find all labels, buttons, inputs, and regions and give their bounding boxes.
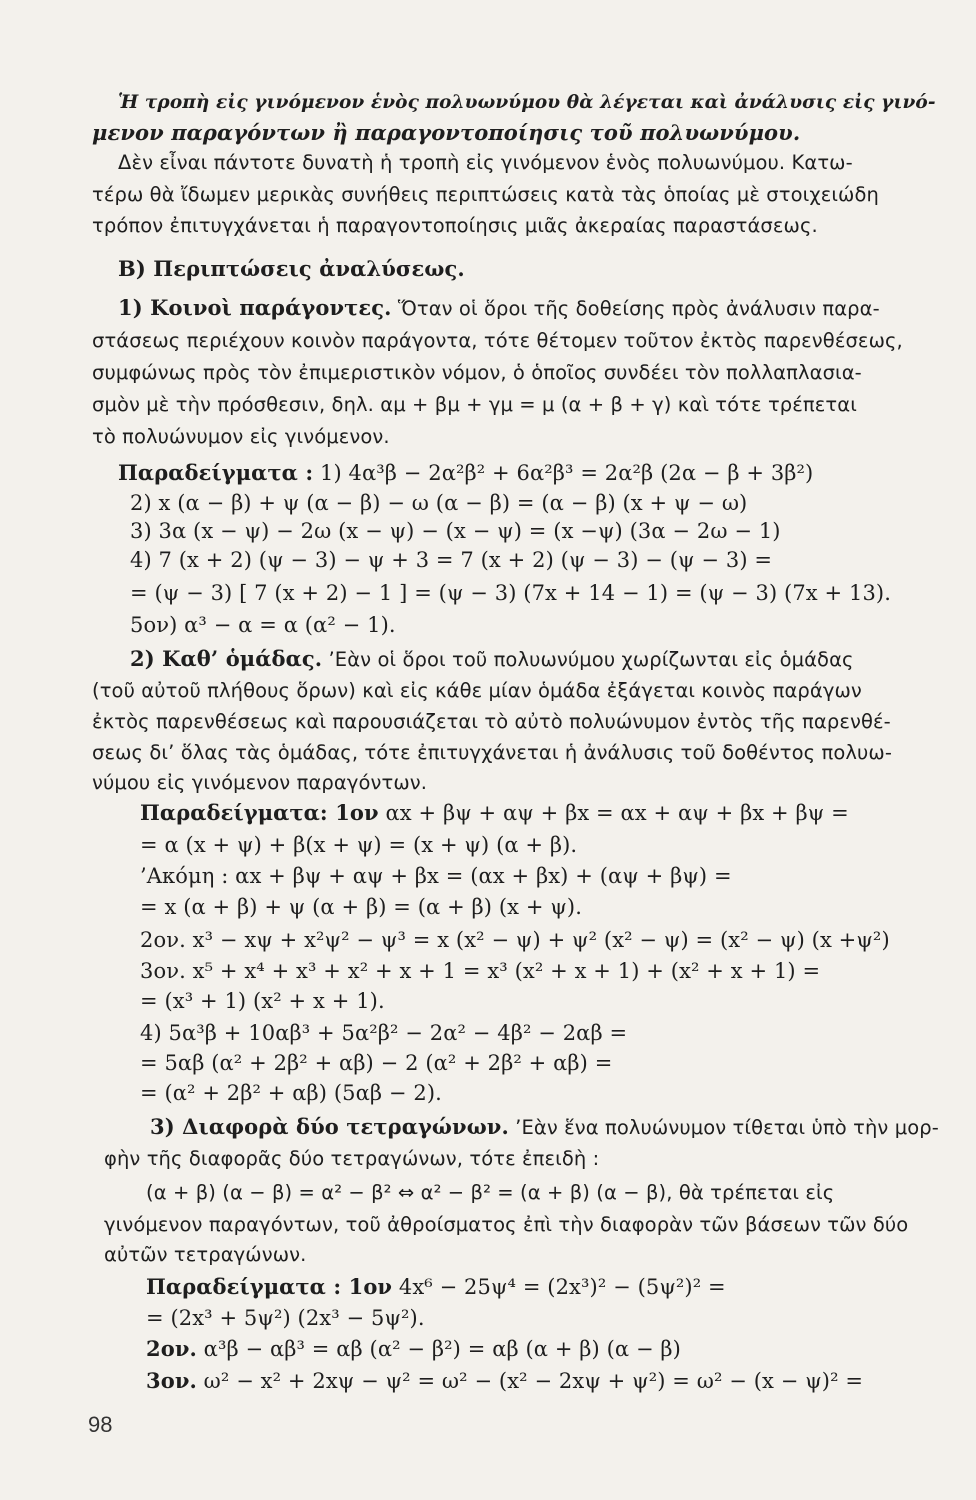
examples-2 xyxy=(140,798,849,828)
example-equation: = (2x³ + 5ψ²) (2x³ − 5ψ²). xyxy=(146,1306,425,1330)
paragraph-line: (α + β) (α − β) = α² − β² ⇔ α² − β² = (α + β) (α − β), θὰ τρέπεται εἰς xyxy=(146,1181,835,1204)
examples-label: Παραδείγματα: 1ον xyxy=(140,800,379,825)
example-equation: = (x³ + 1) (x² + x + 1). xyxy=(140,989,385,1013)
example-label: 3ον. xyxy=(146,1368,197,1393)
example-equation: = x (α + β) + ψ (α + β) = (α + β) (x + ψ). xyxy=(140,895,582,919)
case-2-text: ’Εὰν οἱ ὅροι τοῦ πολυωνύμου χωρίζωνται εἰς ὁμάδας xyxy=(322,648,854,671)
case-3-text: ’Εὰν ἕνα πολυώνυμον τίθεται ὑπὸ τὴν μορ- xyxy=(508,1116,939,1139)
paragraph-line: νύμου εἰς γινόμενον παραγόντων. xyxy=(92,771,428,794)
case-1-label: 1) Κοινοὶ παράγοντες. xyxy=(118,295,392,320)
example-equation: 2) x (α − β) + ψ (α − β) − ω (α − β) = (α − β) (x + ψ − ω) xyxy=(130,491,748,515)
paragraph-line: ἐκτὸς παρενθέσεως καὶ παρουσιάζεται τὸ αὐτὸ πολυώνυμον ἐντὸς τῆς παρενθέ- xyxy=(92,710,891,733)
example-equation: 5ον) α³ − α = α (α² − 1). xyxy=(130,613,396,637)
paragraph-line: τρόπον ἐπιτυγχάνεται ἡ παραγοντοποίησις μιᾶς ἀκεραίας παραστάσεως. xyxy=(92,214,818,237)
case-1-text: Ὅταν οἱ ὅροι τῆς δοθείσης πρὸς ἀνάλυσιν παρα- xyxy=(391,297,880,320)
case-2-label: 2) Καθ’ ὁμάδας. xyxy=(130,646,323,671)
example-equation: 4) 7 (x + 2) (ψ − 3) − ψ + 3 = 7 (x + 2) (ψ − 3) − (ψ − 3) = xyxy=(130,548,773,572)
definition-line-1: Ἡ τροπὴ εἰς γινόμενον ἑνὸς πολυωνύμου θὰ λέγεται καὶ ἀνάλυσις εἰς γινό- xyxy=(118,92,936,113)
case-3-intro xyxy=(150,1112,939,1143)
example-equation: ’Ακόμη : αx + βψ + αψ + βx = (αx + βx) + (αψ + βψ) = xyxy=(140,864,732,888)
example-equation: = α (x + ψ) + β(x + ψ) = (x + ψ) (α + β). xyxy=(140,833,578,857)
paragraph-line: σμὸν μὲ τὴν πρόσθεσιν, δηλ. αμ + βμ + γμ = μ (α + β + γ) καὶ τότε τρέπεται xyxy=(92,393,857,416)
example-equation: 3ον. x⁵ + x⁴ + x³ + x² + x + 1 = x³ (x² + x + 1) + (x² + x + 1) = xyxy=(140,959,821,983)
example-equation: 4) 5α³β + 10αβ³ + 5α²β² − 2α² − 4β² − 2αβ = xyxy=(140,1021,628,1045)
section-heading: Β) Περιπτώσεις ἀναλύσεως. xyxy=(118,256,465,281)
case-3-label: 3) Διαφορὰ δύο τετραγώνων. xyxy=(150,1114,509,1139)
paragraph-line: στάσεως περιέχουν κοινὸν παράγοντα, τότε θέτομεν τοῦτον ἐκτὸς παρενθέσεως, xyxy=(92,329,903,352)
example-label: 2ον. xyxy=(146,1336,197,1361)
example-equation: = 5αβ (α² + 2β² + αβ) − 2 (α² + 2β² + αβ) = xyxy=(140,1051,613,1075)
example-equation: 4x⁶ − 25ψ⁴ = (2x³)² − (5ψ²)² = xyxy=(392,1275,726,1299)
page-number: 98 xyxy=(88,1412,113,1437)
example-equation: ω² − x² + 2xψ − ψ² = ω² − (x² − 2xψ + ψ²) = ω² − (x − ψ)² = xyxy=(196,1369,864,1393)
example-equation: = (ψ − 3) [ 7 (x + 2) − 1 ] = (ψ − 3) (7x + 14 − 1) = (ψ − 3) (7x + 13). xyxy=(130,581,891,605)
case-1-intro xyxy=(118,293,880,324)
example-line xyxy=(146,1334,681,1364)
examples-label: Παραδείγματα : xyxy=(118,460,314,485)
example-line xyxy=(146,1366,863,1396)
case-2-intro xyxy=(130,644,854,675)
example-equation: α³β − αβ³ = αβ (α² − β²) = αβ (α + β) (α − β) xyxy=(196,1337,681,1361)
paragraph-line: σεως δι’ ὅλας τὰς ὁμάδας, τότε ἐπιτυγχάνεται ἡ ἀνάλυσις τοῦ δοθέντος πολυω- xyxy=(92,741,892,764)
examples-1 xyxy=(118,458,813,488)
example-equation: 2ον. x³ − xψ + x²ψ² − ψ³ = x (x² − ψ) + ψ² (x² − ψ) = (x² − ψ) (x +ψ²) xyxy=(140,928,890,952)
paragraph-line: (τοῦ αὐτοῦ πλήθους ὅρων) καὶ εἰς κάθε μίαν ὁμάδα ἐξάγεται κοινὸς παράγων xyxy=(92,679,862,702)
paragraph-line: Δὲν εἶναι πάντοτε δυνατὴ ἡ τροπὴ εἰς γινόμενον ἑνὸς πολυωνύμου. Κατω- xyxy=(118,151,853,174)
examples-3 xyxy=(146,1272,726,1302)
paragraph-line: αὐτῶν τετραγώνων. xyxy=(104,1243,307,1266)
paragraph-line: φὴν τῆς διαφορᾶς δύο τετραγώνων, τότε ἐπειδὴ : xyxy=(104,1147,600,1170)
definition-line-2: μενον παραγόντων ἢ παραγοντοποίησις τοῦ πολυωνύμου. xyxy=(92,120,801,145)
paragraph-line: συμφώνως πρὸς τὸν ἐπιμεριστικὸν νόμον, ὁ ὁποῖος συνδέει τὸν πολλαπλασια- xyxy=(92,361,862,384)
example-equation: αx + βψ + αψ + βx = αx + αψ + βx + βψ = xyxy=(378,801,849,825)
paragraph-line: τὸ πολυώνυμον εἰς γινόμενον. xyxy=(92,425,390,448)
example-equation: = (α² + 2β² + αβ) (5αβ − 2). xyxy=(140,1081,442,1105)
paragraph-line: τέρω θὰ ἴδωμεν μερικὰς συνήθεις περιπτώσεις κατὰ τὰς ὁποίας μὲ στοιχειώδη xyxy=(92,183,879,206)
example-equation: 3) 3α (x − ψ) − 2ω (x − ψ) − (x − ψ) = (x −ψ) (3α − 2ω − 1) xyxy=(130,519,781,543)
examples-label: Παραδείγματα : 1ον xyxy=(146,1274,393,1299)
example-equation: 1) 4α³β − 2α²β² + 6α²β³ = 2α²β (2α − β + 3β²) xyxy=(313,461,814,485)
paragraph-line: γινόμενον παραγόντων, τοῦ ἀθροίσματος ἐπὶ τὴν διαφορὰν τῶν βάσεων τῶν δύο xyxy=(104,1213,909,1236)
